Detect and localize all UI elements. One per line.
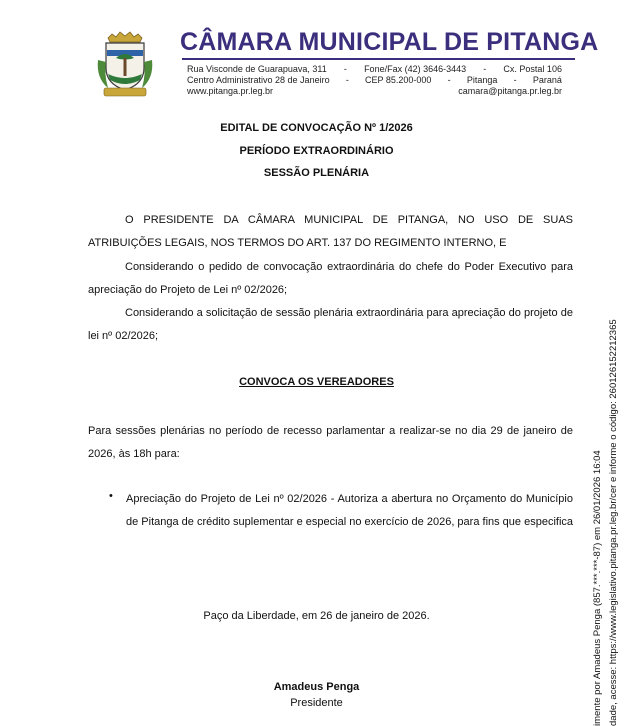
stamp-line-signer: imente por Amadeus Penga (857.***.***-87) em 26/01/2026 16:04 xyxy=(592,450,603,726)
considering-paragraph-2: Considerando a solicitação de sessão plenária extraordinária para apreciação do projeto de lei nº 02/2026; xyxy=(88,307,573,342)
bullet-icon: • xyxy=(109,490,113,502)
header-contact-line xyxy=(187,86,562,96)
header-location-line xyxy=(187,75,562,85)
digital-signature-stamp xyxy=(590,256,630,726)
separator: - xyxy=(483,64,487,74)
header-rule xyxy=(182,58,575,60)
email-link[interactable]: camara@pitanga.pr.leg.br xyxy=(458,86,562,96)
phone-text: Fone/Fax (42) 3646-3443 xyxy=(364,64,467,74)
postal-box-text: Cx. Postal 106 xyxy=(503,64,562,74)
city-text: Pitanga xyxy=(466,75,498,85)
place-date-line: Paço da Liberdade, em 26 de janeiro de 2026. xyxy=(203,610,430,622)
separator: - xyxy=(513,75,517,85)
convoca-heading: CONVOCA OS VEREADORES xyxy=(239,376,394,388)
center-text: Centro Administrativo 28 de Janeiro xyxy=(187,75,330,85)
website-link[interactable]: www.pitanga.pr.leg.br xyxy=(187,86,274,96)
state-text: Paraná xyxy=(532,75,562,85)
edital-title: EDITAL DE CONVOCAÇÃO Nº 1/2026 xyxy=(220,122,413,134)
session-title: SESSÃO PLENÁRIA xyxy=(263,167,370,179)
agenda-item: Apreciação do Projeto de Lei nº 02/2026 - Autoriza a abertura no Orçamento do Município de Pitanga de crédito suplementar e especial no exercício de 2026, para fins que especifica xyxy=(126,493,574,528)
org-name: CÂMARA MUNICIPAL DE PITANGA xyxy=(180,28,599,56)
session-paragraph: Para sessões plenárias no período de recesso parlamentar a realizar-se no dia 29 de janeiro de 2026, às 18h para: xyxy=(88,425,573,460)
signer-role: Presidente xyxy=(290,697,343,709)
header-address-line xyxy=(187,64,562,74)
municipal-crest-logo xyxy=(94,30,156,98)
period-title: PERÍODO EXTRAORDINÁRIO xyxy=(239,145,394,157)
address-text: Rua Visconde de Guarapuava, 311 xyxy=(187,64,327,74)
considering-paragraph-1: Considerando o pedido de convocação extraordinária do chefe do Poder Executivo para apreciação do Projeto de Lei nº 02/2026; xyxy=(88,261,573,296)
separator: - xyxy=(343,64,347,74)
signer-name: Amadeus Penga xyxy=(273,681,360,693)
separator: - xyxy=(447,75,451,85)
stamp-line-verify: dade, acesse: https://www.legislativo.pitanga.pr.leg.br/cer e informe o código: 260126152212365 xyxy=(608,319,619,726)
cep-text: CEP 85.200-000 xyxy=(365,75,432,85)
preamble-paragraph: O PRESIDENTE DA CÂMARA MUNICIPAL DE PITANGA, NO USO DE SUAS ATRIBUIÇÕES LEGAIS, NOS TERMOS DO ART. 137 DO REGIMENTO INTERNO, E xyxy=(88,214,573,249)
separator: - xyxy=(345,75,349,85)
